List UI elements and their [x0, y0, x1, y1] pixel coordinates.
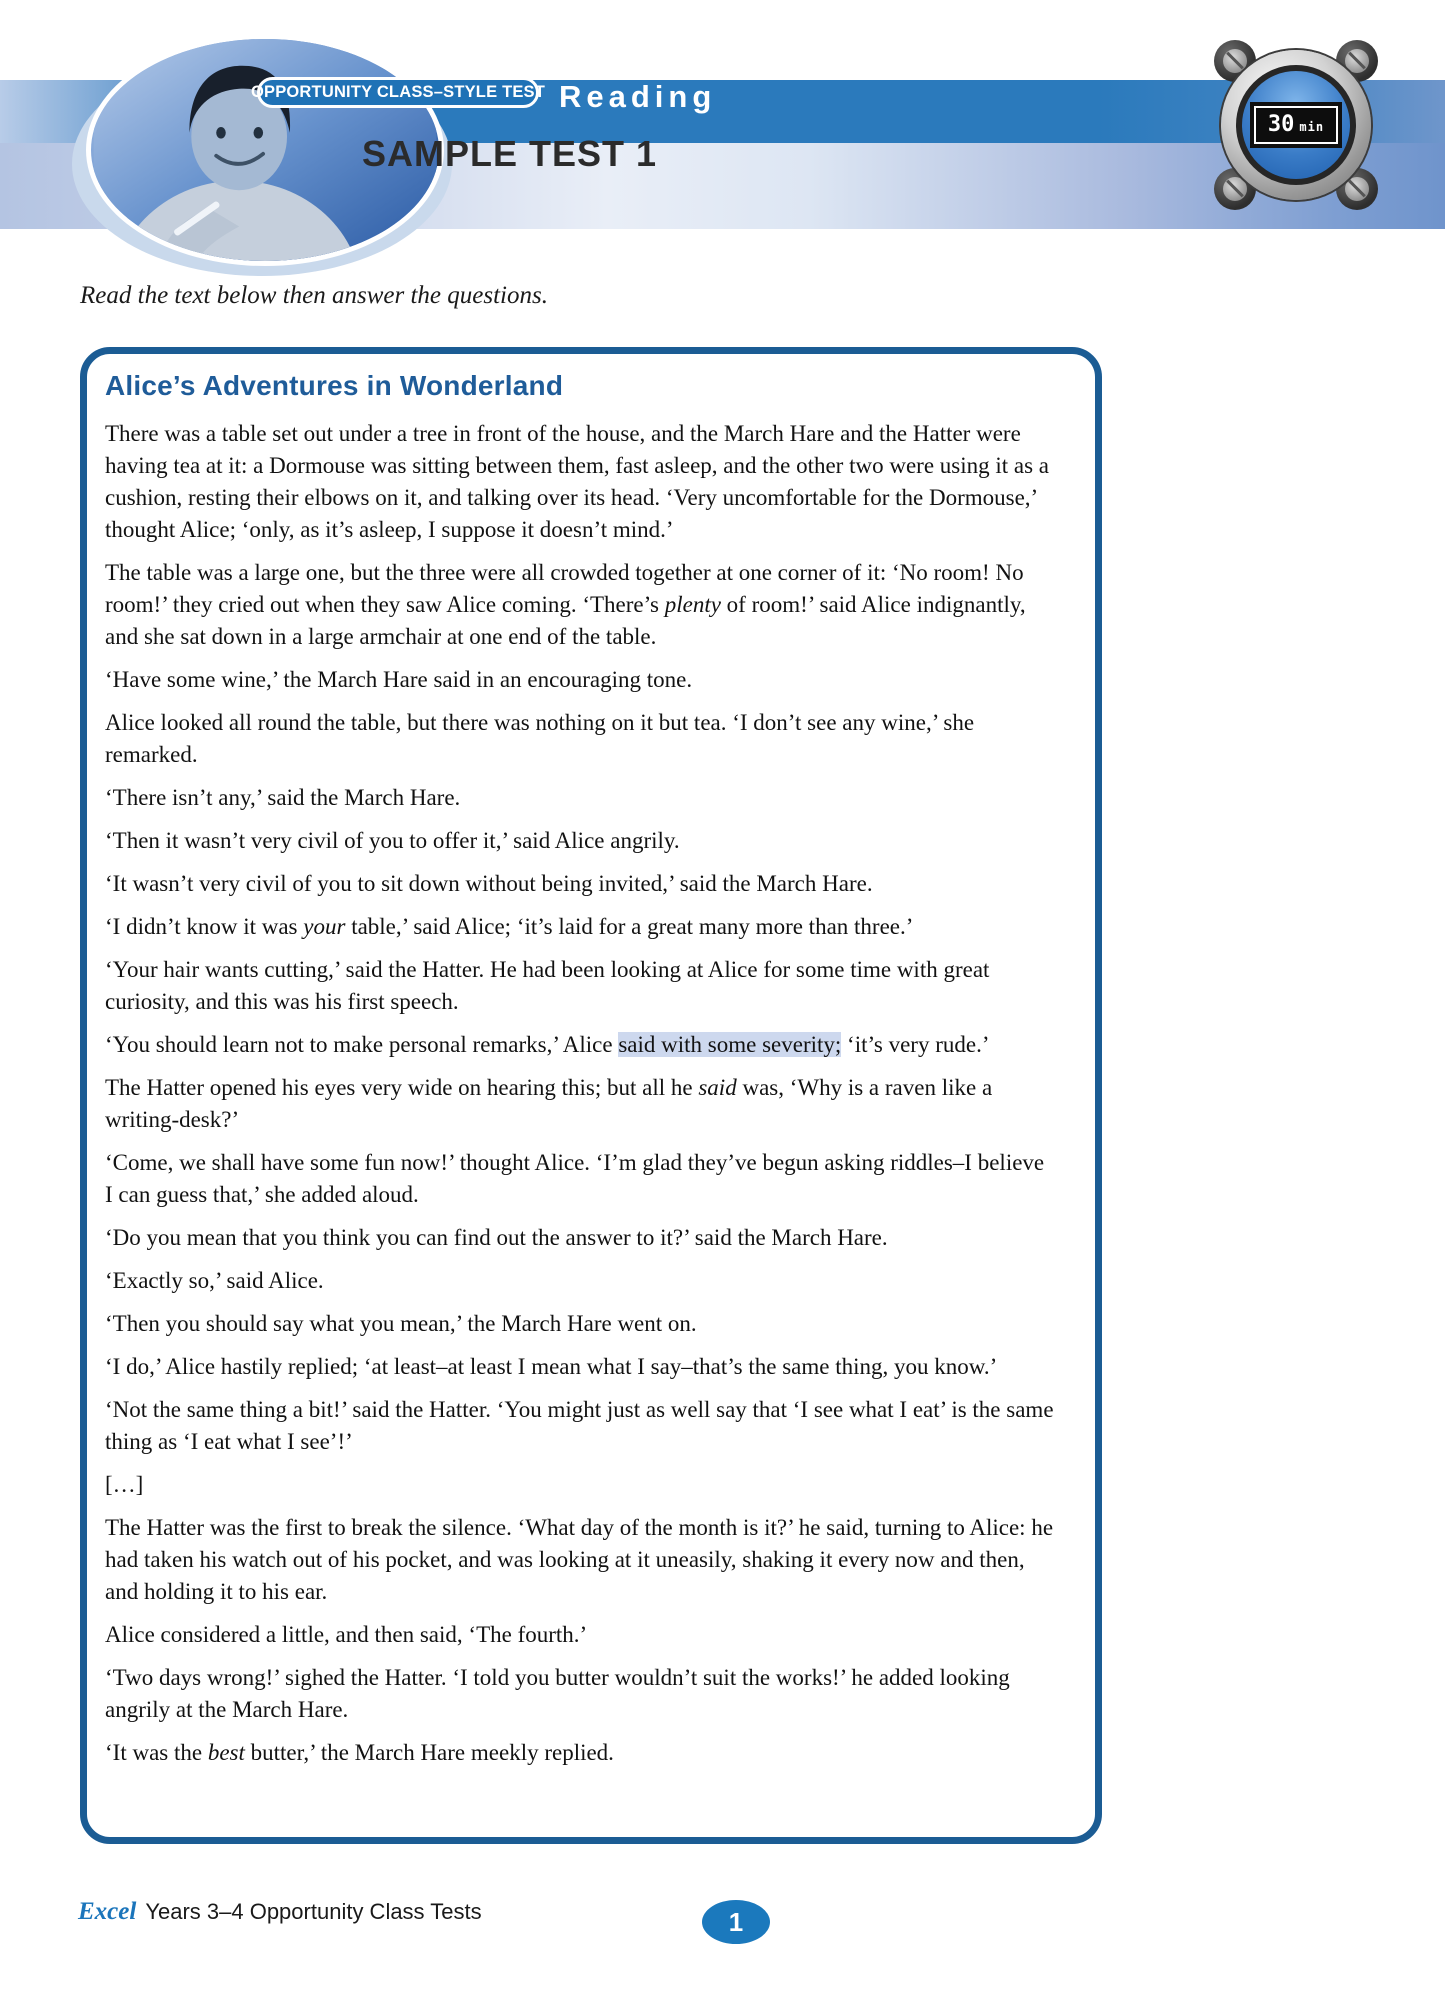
passage-paragraph: ‘Not the same thing a bit!’ said the Hatter. ‘You might just as well say that ‘I see what I eat’ is the same thing as ‘I eat what I see’!’ — [105, 1397, 1054, 1454]
brand-logo: Excel — [78, 1898, 137, 1925]
screw-icon — [1223, 177, 1247, 201]
passage-paragraph: ‘I didn’t know it was your table,’ said Alice; ‘it’s laid for a great many more than three.’ — [105, 914, 914, 939]
screw-icon — [1223, 49, 1247, 73]
passage-paragraph: There was a table set out under a tree in front of the house, and the March Hare and the Hatter were having tea at it: a Dormouse was sitting between them, fast asleep, and the other two were using it as a cushion, resting their elbows on it, and talking over its head. ‘Very uncomfortable for the Dormouse,’ thought Alice; ‘only, as it’s asleep, I suppose it doesn’t mind.’ — [105, 421, 1050, 542]
test-type-badge-label: OPPORTUNITY CLASS–STYLE TEST — [250, 83, 546, 101]
screw-icon — [1345, 177, 1369, 201]
passage-paragraph: Alice looked all round the table, but there was nothing on it but tea. ‘I don’t see any wine,’ she remarked. — [105, 710, 975, 767]
timer-minutes-unit: min — [1299, 120, 1325, 134]
passage-paragraph: ‘You should learn not to make personal remarks,’ Alice said with some severity; ‘it’s very rude.’ — [105, 1032, 990, 1057]
passage-paragraph: The table was a large one, but the three were all crowded together at one corner of it: ‘No room! No room!’ they cried out when they saw Alice coming. ‘There’s plenty of room!’ said Alice indignantly, and she sat down in a large armchair at one end of the table. — [105, 560, 1026, 649]
screw-icon — [1345, 49, 1369, 73]
passage-box — [80, 347, 1102, 1844]
passage-paragraph: ‘Two days wrong!’ sighed the Hatter. ‘I told you butter wouldn’t suit the works!’ he added looking angrily at the March Hare. — [105, 1665, 1010, 1722]
page-title: SAMPLE TEST 1 — [362, 133, 658, 174]
highlighted-phrase: said with some severity; — [618, 1032, 842, 1057]
subject-title: Reading — [559, 79, 717, 114]
timer-minutes-value: 30 — [1267, 112, 1295, 137]
passage-body — [103, 418, 1055, 1769]
stopwatch-timer-icon — [1208, 36, 1384, 214]
page-number: 1 — [728, 1906, 744, 1937]
passage-paragraph: ‘Have some wine,’ the March Hare said in an encouraging tone. — [105, 667, 693, 692]
passage-paragraph: ‘There isn’t any,’ said the March Hare. — [105, 785, 461, 810]
footer-series-title — [78, 1898, 482, 1926]
page-number-badge — [702, 1900, 770, 1944]
passage-paragraph: Alice considered a little, and then said, ‘The fourth.’ — [105, 1622, 588, 1647]
instruction-text: Read the text below then answer the questions. — [80, 282, 548, 309]
timer-lcd-display — [1250, 102, 1342, 148]
passage-paragraph: ‘Come, we shall have some fun now!’ thought Alice. ‘I’m glad they’ve begun asking riddles–I believe I can guess that,’ she added aloud. — [105, 1150, 1045, 1207]
passage-paragraph: ‘Exactly so,’ said Alice. — [105, 1268, 324, 1293]
passage-paragraph: ‘I do,’ Alice hastily replied; ‘at least–at least I mean what I say–that’s the same thing, you know.’ — [105, 1354, 998, 1379]
passage-paragraph: ‘Your hair wants cutting,’ said the Hatter. He had been looking at Alice for some time with great curiosity, and this was his first speech. — [105, 957, 990, 1014]
passage-paragraph: ‘Then it wasn’t very civil of you to offer it,’ said Alice angrily. — [105, 828, 680, 853]
passage-paragraph: ‘Do you mean that you think you can find out the answer to it?’ said the March Hare. — [105, 1225, 888, 1250]
passage-paragraph: The Hatter was the first to break the silence. ‘What day of the month is it?’ he said, turning to Alice: he had taken his watch out of his pocket, and was looking at it uneasily, shaking it every now and then, and holding it to his ear. — [105, 1515, 1054, 1604]
passage-paragraph: ‘It wasn’t very civil of you to sit down without being invited,’ said the March Hare. — [105, 871, 873, 896]
series-label: Years 3–4 Opportunity Class Tests — [145, 1899, 482, 1924]
test-type-badge — [250, 77, 546, 108]
passage-paragraph: ‘It was the best butter,’ the March Hare meekly replied. — [105, 1740, 614, 1765]
passage-title: Alice’s Adventures in Wonderland — [105, 370, 564, 401]
passage-paragraph: […] — [105, 1472, 144, 1497]
passage-paragraph: The Hatter opened his eyes very wide on hearing this; but all he said was, ‘Why is a raven like a writing-desk?’ — [105, 1075, 993, 1132]
passage-paragraph: ‘Then you should say what you mean,’ the March Hare went on. — [105, 1311, 697, 1336]
